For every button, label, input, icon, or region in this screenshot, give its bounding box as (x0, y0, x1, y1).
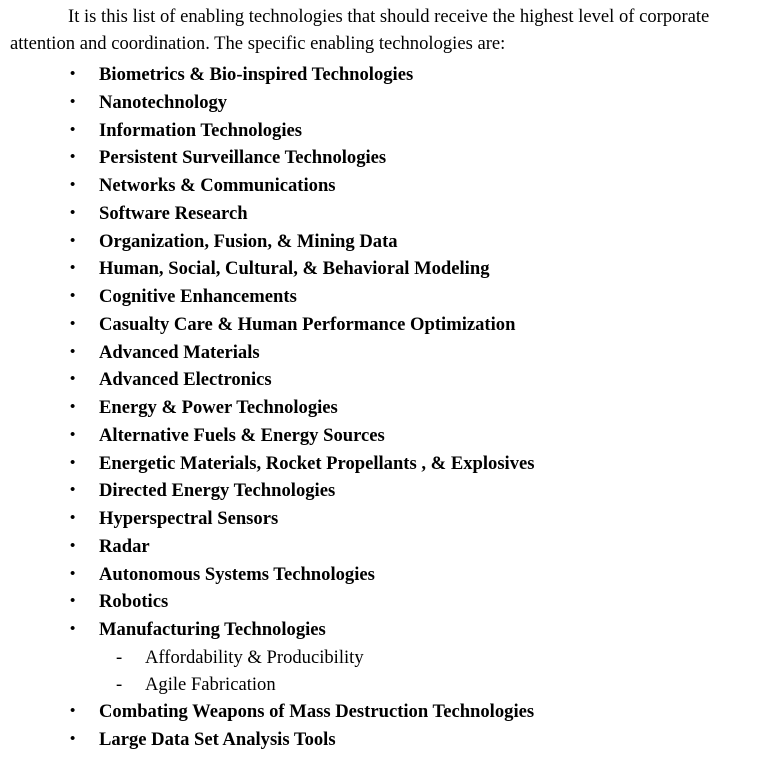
technology-list-item (0, 533, 780, 561)
bullet-icon: • (70, 593, 76, 610)
bullet-icon: • (70, 537, 76, 554)
technology-label: Autonomous Systems Technologies (99, 563, 375, 585)
bullet-icon: • (70, 510, 76, 526)
technology-sub-label: Agile Fabrication (145, 673, 276, 695)
technology-label: Large Data Set Analysis Tools (99, 728, 336, 750)
technology-list-item (0, 228, 780, 256)
bullet-icon: • (70, 204, 76, 221)
technology-list-item (0, 200, 780, 228)
bullet-icon: • (70, 426, 76, 443)
technology-label: Biometrics & Bio-inspired Technologies (99, 64, 414, 85)
intro-line-2: and coordination. The specific enabling technologies are: (79, 33, 506, 54)
technology-list-item (0, 117, 780, 145)
bullet-icon: • (70, 260, 76, 277)
technology-sub-item (0, 644, 780, 671)
bullet-icon: • (70, 288, 76, 304)
bullet-icon: • (70, 315, 76, 332)
technology-list-item (0, 255, 780, 283)
technology-label: Alternative Fuels & Energy Sources (99, 424, 385, 446)
technology-list-item (0, 422, 780, 450)
bullet-icon: • (70, 621, 76, 637)
technology-label: Manufacturing Technologies (99, 619, 326, 640)
technology-sub-label: Affordability & Producibility (145, 646, 364, 668)
technology-label: Persistent Surveillance Technologies (99, 147, 387, 169)
bullet-icon: • (70, 371, 76, 388)
technology-list-item (0, 588, 780, 616)
technology-list-item (0, 450, 780, 478)
bullet-icon: • (70, 730, 76, 747)
technology-label: Cognitive Enhancements (99, 286, 297, 307)
bullet-icon: • (70, 121, 76, 138)
technology-label: Energy & Power Technologies (99, 397, 338, 418)
technology-label: Directed Energy Technologies (99, 480, 336, 502)
technology-list-item (0, 366, 780, 394)
technology-list-item (0, 505, 780, 533)
technology-label: Advanced Materials (99, 341, 260, 363)
bullet-icon: • (70, 177, 76, 193)
technology-label: Robotics (99, 591, 169, 613)
bullet-icon: • (70, 149, 76, 166)
technology-list-item (0, 172, 780, 200)
bullet-icon: • (70, 232, 76, 249)
technology-label: Energetic Materials, Rocket Propellants , & Explosives (99, 452, 535, 474)
technology-label: Organization, Fusion, & Mining Data (99, 230, 398, 252)
technology-list-item (0, 311, 780, 339)
technology-label: Software Research (99, 202, 248, 224)
technology-label: Hyperspectral Sensors (99, 508, 279, 529)
technology-list-item (0, 144, 780, 172)
technology-label: Casualty Care & Human Performance Optimization (99, 313, 516, 335)
bullet-icon: • (70, 702, 76, 719)
bullet-icon: • (70, 482, 76, 499)
technology-list-item (0, 61, 780, 89)
dash-icon: - (116, 646, 123, 668)
technology-label: Combating Weapons of Mass Destruction Technologies (99, 700, 535, 722)
bullet-icon: • (70, 343, 76, 360)
technology-label: Radar (99, 535, 150, 557)
technology-list-item (0, 89, 780, 117)
intro-paragraph (10, 3, 776, 57)
dash-icon: - (116, 673, 123, 695)
technology-list-item (0, 339, 780, 367)
technology-label: Networks & Communications (99, 175, 336, 196)
technology-label: Human, Social, Cultural, & Behavioral Modeling (99, 258, 490, 280)
technology-label: Information Technologies (99, 119, 303, 141)
technology-list-item (0, 283, 780, 311)
technology-sub-item (0, 671, 780, 698)
intro-line-1: It is this list of enabling technologies that should receive the highest level of corporate attention (10, 6, 710, 54)
technology-list-item (0, 394, 780, 422)
technology-list-item (0, 561, 780, 589)
bullet-icon: • (70, 93, 76, 110)
technology-label: Nanotechnology (99, 91, 228, 113)
bullet-icon: • (70, 565, 76, 582)
technology-list-item (0, 698, 780, 726)
technology-list-item (0, 616, 780, 644)
technology-label: Advanced Electronics (99, 369, 272, 391)
bullet-icon: • (70, 66, 76, 82)
bullet-icon: • (70, 399, 76, 415)
enabling-technologies-list (0, 61, 780, 753)
technology-list-item (0, 726, 780, 754)
technology-list-item (0, 477, 780, 505)
bullet-icon: • (70, 454, 76, 471)
